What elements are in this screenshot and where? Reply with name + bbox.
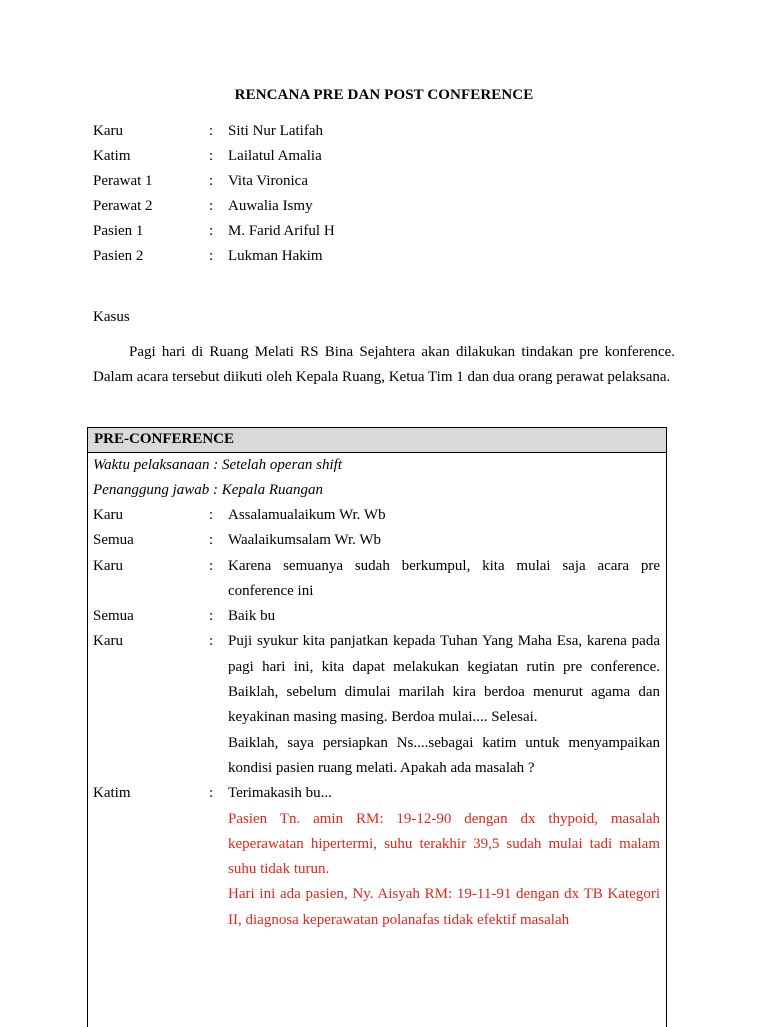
dialog-line: Baik bu xyxy=(228,608,276,625)
dialog-text xyxy=(228,554,660,605)
info-label: Perawat 2 xyxy=(93,198,153,214)
info-value: Auwalia Ismy xyxy=(228,198,313,214)
dialog-row xyxy=(93,503,660,528)
dialog-colon: : xyxy=(209,785,214,802)
penanggung-jawab: Penanggung jawab : Kepala Ruangan xyxy=(93,482,323,498)
info-value: Lukman Hakim xyxy=(228,248,323,264)
kasus-heading: Kasus xyxy=(93,309,130,325)
info-row-katim xyxy=(93,145,673,170)
dialog-line: Terimakasih bu... xyxy=(228,785,332,802)
dialog-text xyxy=(228,503,660,528)
dialog-line-highlight: Hari ini ada pasien, Ny. Aisyah RM: 19-11-91 dengan dx TB Kategori II, diagnosa keperawatan polanafas tidak efektif masalah xyxy=(228,886,660,928)
dialog-speaker: Karu xyxy=(93,633,123,650)
dialog-row xyxy=(93,554,660,605)
dialog-line: Baiklah, saya persiapkan Ns....sebagai katim untuk menyampaikan kondisi pasien ruang melati. Apakah ada masalah ? xyxy=(228,734,660,776)
dialog-row xyxy=(93,629,660,781)
info-value: Siti Nur Latifah xyxy=(228,123,323,139)
info-value: Lailatul Amalia xyxy=(228,148,322,164)
info-row-pasien-1 xyxy=(93,220,673,245)
dialog-speaker: Karu xyxy=(93,557,123,574)
info-colon: : xyxy=(209,148,214,164)
dialog-colon: : xyxy=(209,608,214,625)
info-colon: : xyxy=(209,248,214,264)
dialog-line: Assalamualaikum Wr. Wb xyxy=(228,507,386,523)
dialog-line-highlight: Pasien Tn. amin RM: 19-12-90 dengan dx thypoid, masalah keperawatan hipertermi, suhu terakhir 39,5 sudah mulai tadi malam suhu tidak turun. xyxy=(228,810,660,878)
info-colon: : xyxy=(209,223,214,239)
dialog-colon: : xyxy=(209,507,214,523)
pre-conference-table xyxy=(87,427,667,1027)
dialog-speaker: Semua xyxy=(93,532,134,549)
staff-info xyxy=(93,120,673,270)
dialog-line: Karena semuanya sudah berkumpul, kita mulai saja acara pre conference ini xyxy=(228,557,660,599)
dialog-row xyxy=(93,781,660,933)
info-value: Vita Vironica xyxy=(228,173,308,189)
info-row-karu xyxy=(93,120,673,145)
info-row-pasien-2 xyxy=(93,245,673,270)
document-title: RENCANA PRE DAN POST CONFERENCE xyxy=(234,87,534,103)
dialog-text xyxy=(228,604,660,629)
info-row-perawat-2 xyxy=(93,195,673,220)
dialog-line: Waalaikumsalam Wr. Wb xyxy=(228,532,382,549)
dialog-row xyxy=(93,528,660,553)
info-label: Pasien 2 xyxy=(93,248,144,264)
table-header: PRE-CONFERENCE xyxy=(88,428,666,453)
dialog-row xyxy=(93,604,660,629)
waktu-pelaksanaan: Waktu pelaksanaan : Setelah operan shift xyxy=(93,457,342,473)
dialog-speaker: Katim xyxy=(93,785,131,802)
dialog-colon: : xyxy=(209,633,214,650)
dialog-speaker: Karu xyxy=(93,507,123,523)
info-colon: : xyxy=(209,198,214,214)
info-label: Perawat 1 xyxy=(93,173,153,189)
info-colon: : xyxy=(209,173,214,189)
dialog-text xyxy=(228,629,660,781)
dialog-colon: : xyxy=(209,557,214,574)
info-colon: : xyxy=(209,123,214,139)
dialog-line: Puji syukur kita panjatkan kepada Tuhan Yang Maha Esa, karena pada pagi hari ini, kita dapat melakukan kegiatan rutin pre conference. Baiklah, sebelum dimulai marilah kira berdoa menurut agama dan keyakinan masing masing. Berdoa mulai.... Selesai. xyxy=(228,633,660,726)
table-body xyxy=(88,453,666,933)
info-label: Katim xyxy=(93,148,131,164)
info-label: Pasien 1 xyxy=(93,223,144,239)
dialog-speaker: Semua xyxy=(93,608,134,625)
dialog-colon: : xyxy=(209,532,214,549)
info-label: Karu xyxy=(93,123,123,139)
dialog-text xyxy=(228,781,660,933)
kasus-paragraph: Pagi hari di Ruang Melati RS Bina Sejahtera akan dilakukan tindakan pre konference. Dalam acara tersebut diikuti oleh Kepala Ruang, Ketua Tim 1 dan dua orang perawat pelaksana. xyxy=(93,344,675,385)
info-value: M. Farid Ariful H xyxy=(228,223,335,239)
info-row-perawat-1 xyxy=(93,170,673,195)
dialog-text xyxy=(228,528,660,553)
